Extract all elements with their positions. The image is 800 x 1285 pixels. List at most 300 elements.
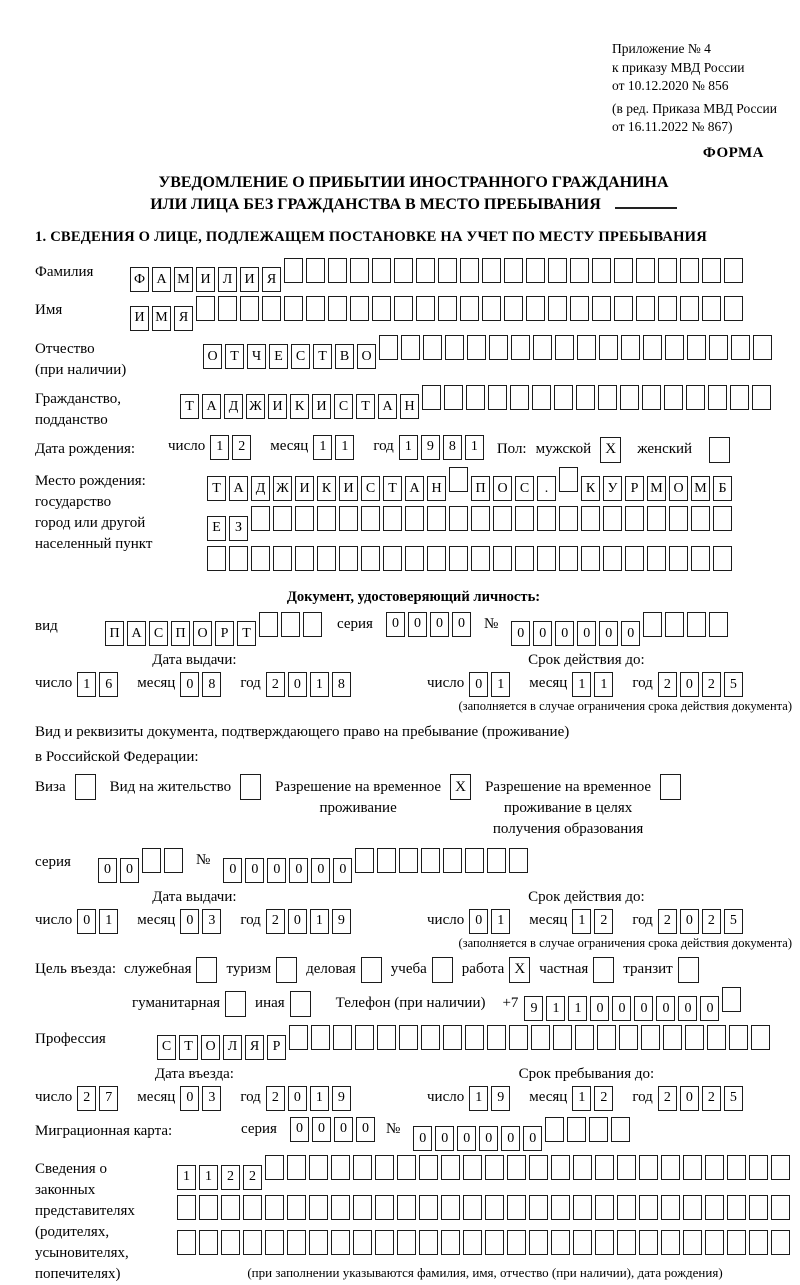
form-cell[interactable]	[339, 506, 358, 531]
business-checkbox[interactable]	[361, 957, 382, 983]
form-cell[interactable]	[599, 335, 618, 360]
form-cell[interactable]	[221, 1230, 240, 1255]
form-cell[interactable]	[509, 848, 528, 873]
form-cell[interactable]	[702, 296, 721, 321]
form-cell[interactable]	[142, 848, 161, 873]
form-cell[interactable]: И	[130, 306, 149, 331]
form-cell[interactable]	[441, 1230, 460, 1255]
form-cell[interactable]	[691, 546, 710, 571]
form-cell[interactable]	[251, 506, 270, 531]
form-cell[interactable]	[443, 848, 462, 873]
form-cell[interactable]: И	[295, 476, 314, 501]
form-cell[interactable]: 1	[469, 1086, 488, 1111]
form-cell[interactable]	[771, 1195, 790, 1220]
form-cell[interactable]: 2	[658, 909, 677, 934]
form-cell[interactable]	[595, 1230, 614, 1255]
form-cell[interactable]	[482, 296, 501, 321]
other-checkbox[interactable]	[290, 991, 311, 1017]
form-cell[interactable]	[419, 1195, 438, 1220]
form-cell[interactable]: 2	[266, 672, 285, 697]
form-cell[interactable]: И	[268, 394, 287, 419]
form-cell[interactable]	[493, 546, 512, 571]
form-cell[interactable]: Я	[174, 306, 193, 331]
form-cell[interactable]	[705, 1195, 724, 1220]
form-cell[interactable]	[581, 506, 600, 531]
form-cell[interactable]: Т	[356, 394, 375, 419]
form-cell[interactable]	[485, 1195, 504, 1220]
form-cell[interactable]	[375, 1155, 394, 1180]
form-cell[interactable]: 0	[634, 996, 653, 1021]
form-cell[interactable]: 9	[332, 1086, 351, 1111]
form-cell[interactable]	[548, 258, 567, 283]
form-cell[interactable]	[423, 335, 442, 360]
form-cell[interactable]	[328, 258, 347, 283]
form-cell[interactable]: И	[312, 394, 331, 419]
form-cell[interactable]	[643, 335, 662, 360]
form-cell[interactable]	[511, 335, 530, 360]
form-cell[interactable]: О	[493, 476, 512, 501]
form-cell[interactable]	[641, 1025, 660, 1050]
residence-permit-checkbox[interactable]	[240, 774, 261, 800]
form-cell[interactable]: 1	[399, 435, 418, 460]
form-cell[interactable]	[207, 546, 226, 571]
form-cell[interactable]: Ч	[247, 344, 266, 369]
form-cell[interactable]	[504, 296, 523, 321]
form-cell[interactable]: П	[105, 621, 124, 646]
form-cell[interactable]	[449, 506, 468, 531]
form-cell[interactable]	[397, 1195, 416, 1220]
form-cell[interactable]: 0	[555, 621, 574, 646]
male-checkbox[interactable]: X	[600, 437, 621, 463]
form-cell[interactable]: 0	[599, 621, 618, 646]
form-cell[interactable]	[529, 1155, 548, 1180]
form-cell[interactable]	[705, 1230, 724, 1255]
form-cell[interactable]	[443, 1025, 462, 1050]
form-cell[interactable]	[595, 1155, 614, 1180]
form-cell[interactable]: Ж	[246, 394, 265, 419]
form-cell[interactable]	[551, 1155, 570, 1180]
form-cell[interactable]	[771, 1155, 790, 1180]
form-cell[interactable]: 2	[232, 435, 251, 460]
form-cell[interactable]: С	[149, 621, 168, 646]
form-cell[interactable]: Т	[225, 344, 244, 369]
form-cell[interactable]	[463, 1230, 482, 1255]
form-cell[interactable]	[658, 296, 677, 321]
form-cell[interactable]	[419, 1155, 438, 1180]
form-cell[interactable]: Е	[269, 344, 288, 369]
form-cell[interactable]	[416, 296, 435, 321]
form-cell[interactable]: 1	[313, 435, 332, 460]
form-cell[interactable]	[702, 258, 721, 283]
form-cell[interactable]	[614, 296, 633, 321]
form-cell[interactable]: 0	[408, 612, 427, 637]
form-cell[interactable]	[553, 1025, 572, 1050]
form-cell[interactable]: Т	[180, 394, 199, 419]
form-cell[interactable]: 2	[658, 1086, 677, 1111]
form-cell[interactable]	[361, 506, 380, 531]
form-cell[interactable]: 0	[288, 1086, 307, 1111]
form-cell[interactable]	[339, 546, 358, 571]
form-cell[interactable]	[460, 258, 479, 283]
form-cell[interactable]	[350, 296, 369, 321]
form-cell[interactable]	[537, 546, 556, 571]
form-cell[interactable]	[317, 546, 336, 571]
form-cell[interactable]	[592, 296, 611, 321]
form-cell[interactable]	[328, 296, 347, 321]
form-cell[interactable]	[306, 296, 325, 321]
form-cell[interactable]: Б	[713, 476, 732, 501]
form-cell[interactable]: 0	[523, 1126, 542, 1151]
form-cell[interactable]: 9	[491, 1086, 510, 1111]
form-cell[interactable]	[592, 258, 611, 283]
form-cell[interactable]	[577, 335, 596, 360]
form-cell[interactable]: 2	[266, 1086, 285, 1111]
form-cell[interactable]	[243, 1195, 262, 1220]
form-cell[interactable]	[485, 1155, 504, 1180]
form-cell[interactable]: 0	[680, 1086, 699, 1111]
form-cell[interactable]	[471, 506, 490, 531]
form-cell[interactable]	[680, 296, 699, 321]
form-cell[interactable]: 0	[386, 612, 405, 637]
form-cell[interactable]: Т	[207, 476, 226, 501]
form-cell[interactable]: 0	[457, 1126, 476, 1151]
form-cell[interactable]: 2	[221, 1165, 240, 1190]
form-cell[interactable]: 0	[180, 672, 199, 697]
form-cell[interactable]	[287, 1195, 306, 1220]
form-cell[interactable]	[617, 1155, 636, 1180]
form-cell[interactable]	[545, 1117, 564, 1142]
form-cell[interactable]: 0	[435, 1126, 454, 1151]
form-cell[interactable]	[383, 506, 402, 531]
form-cell[interactable]	[664, 385, 683, 410]
form-cell[interactable]	[567, 1117, 586, 1142]
form-cell[interactable]	[509, 1025, 528, 1050]
form-cell[interactable]: 1	[465, 435, 484, 460]
form-cell[interactable]	[554, 385, 573, 410]
form-cell[interactable]: А	[127, 621, 146, 646]
form-cell[interactable]	[680, 258, 699, 283]
form-cell[interactable]: 0	[612, 996, 631, 1021]
form-cell[interactable]	[419, 1230, 438, 1255]
form-cell[interactable]: Д	[224, 394, 243, 419]
form-cell[interactable]	[661, 1230, 680, 1255]
form-cell[interactable]	[597, 1025, 616, 1050]
transit-checkbox[interactable]	[678, 957, 699, 983]
form-cell[interactable]: 0	[678, 996, 697, 1021]
form-cell[interactable]	[709, 335, 728, 360]
form-cell[interactable]	[636, 296, 655, 321]
form-cell[interactable]	[730, 385, 749, 410]
form-cell[interactable]	[705, 1155, 724, 1180]
form-cell[interactable]	[526, 296, 545, 321]
form-cell[interactable]	[377, 848, 396, 873]
form-cell[interactable]	[647, 506, 666, 531]
form-cell[interactable]	[709, 612, 728, 637]
form-cell[interactable]: 0	[452, 612, 471, 637]
form-cell[interactable]	[287, 1230, 306, 1255]
form-cell[interactable]: О	[357, 344, 376, 369]
form-cell[interactable]: 0	[479, 1126, 498, 1151]
form-cell[interactable]: 2	[702, 909, 721, 934]
form-cell[interactable]: 1	[177, 1165, 196, 1190]
form-cell[interactable]	[683, 1195, 702, 1220]
form-cell[interactable]	[355, 848, 374, 873]
form-cell[interactable]: У	[603, 476, 622, 501]
form-cell[interactable]: С	[515, 476, 534, 501]
form-cell[interactable]: Н	[400, 394, 419, 419]
form-cell[interactable]: 9	[421, 435, 440, 460]
form-cell[interactable]: Ф	[130, 267, 149, 292]
form-cell[interactable]	[686, 385, 705, 410]
form-cell[interactable]	[749, 1155, 768, 1180]
form-cell[interactable]: 0	[700, 996, 719, 1021]
form-cell[interactable]	[218, 296, 237, 321]
tourism-checkbox[interactable]	[276, 957, 297, 983]
form-cell[interactable]: 0	[120, 858, 139, 883]
form-cell[interactable]: 0	[311, 858, 330, 883]
form-cell[interactable]	[361, 546, 380, 571]
form-cell[interactable]	[265, 1155, 284, 1180]
form-cell[interactable]: 1	[491, 672, 510, 697]
form-cell[interactable]: Т	[313, 344, 332, 369]
form-cell[interactable]	[617, 1230, 636, 1255]
form-cell[interactable]: 0	[334, 1117, 353, 1142]
form-cell[interactable]: 0	[469, 909, 488, 934]
form-cell[interactable]	[515, 506, 534, 531]
form-cell[interactable]	[559, 546, 578, 571]
form-cell[interactable]: 0	[245, 858, 264, 883]
form-cell[interactable]	[416, 258, 435, 283]
form-cell[interactable]: И	[240, 267, 259, 292]
form-cell[interactable]	[221, 1195, 240, 1220]
form-cell[interactable]: 0	[288, 909, 307, 934]
form-cell[interactable]	[262, 296, 281, 321]
form-cell[interactable]: Л	[218, 267, 237, 292]
form-cell[interactable]	[573, 1155, 592, 1180]
form-cell[interactable]: С	[361, 476, 380, 501]
form-cell[interactable]	[466, 385, 485, 410]
form-cell[interactable]	[353, 1230, 372, 1255]
form-cell[interactable]: И	[339, 476, 358, 501]
form-cell[interactable]	[529, 1230, 548, 1255]
form-cell[interactable]: 5	[724, 909, 743, 934]
form-cell[interactable]	[685, 1025, 704, 1050]
form-cell[interactable]: 1	[572, 909, 591, 934]
form-cell[interactable]: 0	[289, 858, 308, 883]
form-cell[interactable]	[537, 506, 556, 531]
form-cell[interactable]	[532, 385, 551, 410]
form-cell[interactable]	[753, 335, 772, 360]
form-cell[interactable]: 2	[658, 672, 677, 697]
form-cell[interactable]	[573, 1230, 592, 1255]
form-cell[interactable]: 2	[77, 1086, 96, 1111]
form-cell[interactable]	[427, 546, 446, 571]
form-cell[interactable]	[707, 1025, 726, 1050]
form-cell[interactable]: Т	[383, 476, 402, 501]
form-cell[interactable]: 2	[266, 909, 285, 934]
form-cell[interactable]: 0	[469, 672, 488, 697]
form-cell[interactable]	[489, 335, 508, 360]
form-cell[interactable]: 9	[524, 996, 543, 1021]
form-cell[interactable]	[507, 1195, 526, 1220]
form-cell[interactable]	[405, 506, 424, 531]
form-cell[interactable]	[309, 1230, 328, 1255]
form-cell[interactable]: Р	[215, 621, 234, 646]
form-cell[interactable]	[620, 385, 639, 410]
form-cell[interactable]: Т	[237, 621, 256, 646]
form-cell[interactable]	[177, 1230, 196, 1255]
humanitarian-checkbox[interactable]	[225, 991, 246, 1017]
form-cell[interactable]: А	[405, 476, 424, 501]
form-cell[interactable]: 0	[98, 858, 117, 883]
form-cell[interactable]: 2	[243, 1165, 262, 1190]
form-cell[interactable]: 3	[202, 1086, 221, 1111]
form-cell[interactable]	[259, 612, 278, 637]
form-cell[interactable]	[639, 1195, 658, 1220]
form-cell[interactable]	[265, 1195, 284, 1220]
form-cell[interactable]	[526, 258, 545, 283]
form-cell[interactable]	[589, 1117, 608, 1142]
form-cell[interactable]	[661, 1155, 680, 1180]
form-cell[interactable]	[493, 506, 512, 531]
form-cell[interactable]	[465, 1025, 484, 1050]
form-cell[interactable]: 0	[312, 1117, 331, 1142]
form-cell[interactable]	[379, 335, 398, 360]
form-cell[interactable]	[749, 1195, 768, 1220]
form-cell[interactable]: О	[201, 1035, 220, 1060]
form-cell[interactable]	[399, 1025, 418, 1050]
form-cell[interactable]	[309, 1155, 328, 1180]
form-cell[interactable]: П	[171, 621, 190, 646]
form-cell[interactable]	[467, 335, 486, 360]
form-cell[interactable]	[317, 506, 336, 531]
form-cell[interactable]	[708, 385, 727, 410]
form-cell[interactable]	[625, 506, 644, 531]
form-cell[interactable]	[196, 296, 215, 321]
form-cell[interactable]: В	[335, 344, 354, 369]
form-cell[interactable]	[507, 1155, 526, 1180]
form-cell[interactable]: 1	[491, 909, 510, 934]
form-cell[interactable]: О	[203, 344, 222, 369]
temp-residence-checkbox[interactable]: X	[450, 774, 471, 800]
form-cell[interactable]: 1	[99, 909, 118, 934]
form-cell[interactable]: С	[334, 394, 353, 419]
form-cell[interactable]: 0	[267, 858, 286, 883]
form-cell[interactable]: 0	[223, 858, 242, 883]
form-cell[interactable]	[375, 1230, 394, 1255]
form-cell[interactable]: Е	[207, 516, 226, 541]
form-cell[interactable]	[488, 385, 507, 410]
form-cell[interactable]	[551, 1230, 570, 1255]
form-cell[interactable]: М	[691, 476, 710, 501]
form-cell[interactable]	[559, 506, 578, 531]
form-cell[interactable]: 2	[594, 1086, 613, 1111]
form-cell[interactable]	[752, 385, 771, 410]
form-cell[interactable]	[570, 296, 589, 321]
form-cell[interactable]	[309, 1195, 328, 1220]
form-cell[interactable]	[331, 1195, 350, 1220]
form-cell[interactable]	[449, 546, 468, 571]
form-cell[interactable]	[636, 258, 655, 283]
form-cell[interactable]	[465, 848, 484, 873]
form-cell[interactable]	[401, 335, 420, 360]
form-cell[interactable]	[229, 546, 248, 571]
form-cell[interactable]	[639, 1155, 658, 1180]
temp-residence-education-checkbox[interactable]	[660, 774, 681, 800]
form-cell[interactable]	[724, 258, 743, 283]
form-cell[interactable]	[295, 546, 314, 571]
form-cell[interactable]	[598, 385, 617, 410]
form-cell[interactable]	[281, 612, 300, 637]
form-cell[interactable]: П	[471, 476, 490, 501]
form-cell[interactable]	[691, 506, 710, 531]
form-cell[interactable]	[576, 385, 595, 410]
form-cell[interactable]: 0	[77, 909, 96, 934]
form-cell[interactable]	[350, 258, 369, 283]
form-cell[interactable]	[687, 612, 706, 637]
form-cell[interactable]	[647, 546, 666, 571]
form-cell[interactable]	[658, 258, 677, 283]
female-checkbox[interactable]	[709, 437, 730, 463]
form-cell[interactable]: .	[537, 476, 556, 501]
form-cell[interactable]	[273, 546, 292, 571]
form-cell[interactable]	[463, 1155, 482, 1180]
form-cell[interactable]	[749, 1230, 768, 1255]
form-cell[interactable]	[639, 1230, 658, 1255]
form-cell[interactable]	[727, 1195, 746, 1220]
form-cell[interactable]: 1	[568, 996, 587, 1021]
form-cell[interactable]: Н	[427, 476, 446, 501]
form-cell[interactable]: 0	[430, 612, 449, 637]
private-checkbox[interactable]	[593, 957, 614, 983]
form-cell[interactable]	[665, 612, 684, 637]
form-cell[interactable]: 0	[621, 621, 640, 646]
form-cell[interactable]	[487, 848, 506, 873]
form-cell[interactable]	[265, 1230, 284, 1255]
form-cell[interactable]	[240, 296, 259, 321]
form-cell[interactable]	[669, 506, 688, 531]
form-cell[interactable]: 8	[332, 672, 351, 697]
form-cell[interactable]	[643, 612, 662, 637]
form-cell[interactable]	[507, 1230, 526, 1255]
study-checkbox[interactable]	[432, 957, 453, 983]
form-cell[interactable]	[438, 296, 457, 321]
form-cell[interactable]	[661, 1195, 680, 1220]
form-cell[interactable]	[614, 258, 633, 283]
form-cell[interactable]	[463, 1195, 482, 1220]
form-cell[interactable]: 1	[546, 996, 565, 1021]
form-cell[interactable]	[405, 546, 424, 571]
form-cell[interactable]	[460, 296, 479, 321]
form-cell[interactable]: Р	[625, 476, 644, 501]
form-cell[interactable]: 1	[210, 435, 229, 460]
form-cell[interactable]: 9	[332, 909, 351, 934]
form-cell[interactable]	[575, 1025, 594, 1050]
form-cell[interactable]: Л	[223, 1035, 242, 1060]
form-cell[interactable]	[295, 506, 314, 531]
form-cell[interactable]	[353, 1195, 372, 1220]
form-cell[interactable]	[611, 1117, 630, 1142]
form-cell[interactable]: 2	[702, 672, 721, 697]
form-cell[interactable]	[531, 1025, 550, 1050]
form-cell[interactable]	[724, 296, 743, 321]
form-cell[interactable]	[199, 1195, 218, 1220]
form-cell[interactable]: Ж	[273, 476, 292, 501]
form-cell[interactable]	[729, 1025, 748, 1050]
form-cell[interactable]: А	[378, 394, 397, 419]
form-cell[interactable]: 0	[656, 996, 675, 1021]
form-cell[interactable]: М	[152, 306, 171, 331]
